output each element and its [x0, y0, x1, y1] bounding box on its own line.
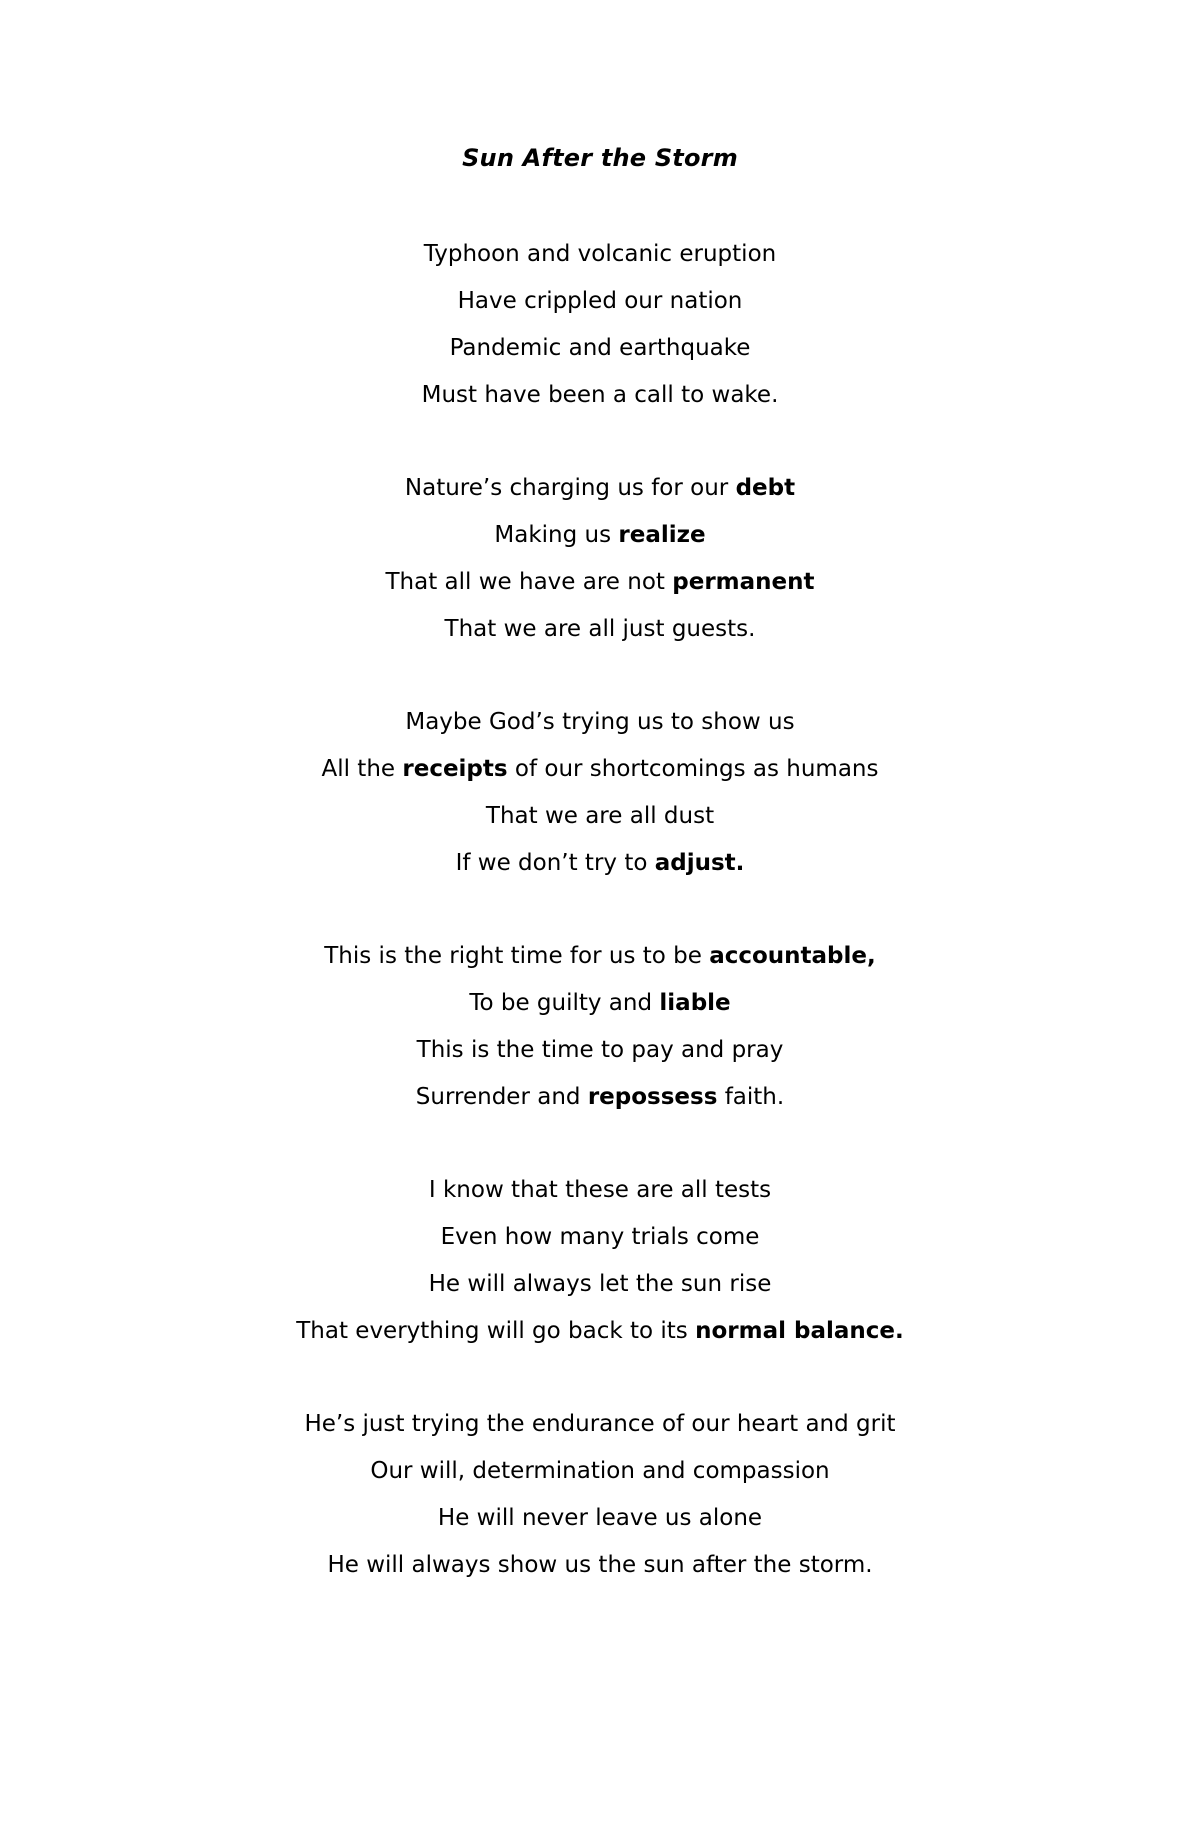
poem-line	[0, 1542, 1200, 1589]
poem-line	[0, 325, 1200, 372]
poem-line	[0, 1401, 1200, 1448]
line-text: That all we have are not	[385, 569, 673, 595]
poem-line	[0, 699, 1200, 746]
emphasized-word: realize	[618, 522, 706, 548]
line-text: Nature’s charging us for our	[404, 475, 736, 501]
poem-body	[0, 231, 1200, 1635]
poem-line	[0, 746, 1200, 793]
line-text: of our shortcomings as humans	[507, 756, 879, 782]
line-text: He’s just trying the endurance of our heart and grit	[304, 1411, 896, 1437]
emphasized-word: receipts	[402, 756, 508, 782]
poem-line	[0, 278, 1200, 325]
emphasized-word: liable	[659, 990, 731, 1016]
line-text: Surrender and	[415, 1084, 588, 1110]
line-text: Have crippled our nation	[457, 288, 743, 314]
poem-line	[0, 1448, 1200, 1495]
emphasized-word: permanent	[672, 569, 815, 595]
line-text: That everything will go back to its	[296, 1318, 696, 1344]
poem-stanza	[0, 1167, 1200, 1355]
poem-line	[0, 840, 1200, 887]
emphasized-word: debt	[735, 475, 796, 501]
line-text: He will always show us the sun after the storm.	[327, 1552, 873, 1578]
line-text: He will always let the sun rise	[428, 1271, 772, 1297]
emphasized-word: accountable,	[709, 943, 876, 969]
poem-title: Sun After the Storm	[462, 144, 738, 172]
poem-line	[0, 933, 1200, 980]
emphasized-word: repossess	[587, 1084, 718, 1110]
line-text: Our will, determination and compassion	[370, 1458, 830, 1484]
poem-line	[0, 559, 1200, 606]
line-text: That we are all dust	[485, 803, 715, 829]
poem-stanza	[0, 465, 1200, 653]
poem-stanza	[0, 933, 1200, 1121]
line-text: Even how many trials come	[440, 1224, 760, 1250]
line-text: Making us	[494, 522, 619, 548]
poem-line	[0, 1214, 1200, 1261]
line-text: I know that these are all tests	[428, 1177, 772, 1203]
line-text: That we are all just guests.	[444, 616, 756, 642]
poem-line	[0, 512, 1200, 559]
line-text: All the	[321, 756, 403, 782]
line-text: To be guilty and	[469, 990, 660, 1016]
poem-line	[0, 606, 1200, 653]
line-text: If we don’t try to	[455, 850, 655, 876]
line-text: Typhoon and volcanic eruption	[423, 241, 777, 267]
line-text: Maybe God’s trying us to show us	[405, 709, 795, 735]
poem-stanza	[0, 231, 1200, 419]
poem-line	[0, 1308, 1200, 1355]
poem-line	[0, 1167, 1200, 1214]
poem-stanza	[0, 699, 1200, 887]
poem-line	[0, 465, 1200, 512]
poem-line	[0, 980, 1200, 1027]
line-text: Pandemic and earthquake	[449, 335, 751, 361]
line-text: This is the time to pay and pray	[416, 1037, 784, 1063]
line-text: This is the right time for us to be	[324, 943, 710, 969]
poem-line	[0, 1261, 1200, 1308]
poem-line	[0, 1074, 1200, 1121]
poem-line	[0, 1495, 1200, 1542]
line-text: He will never leave us alone	[437, 1505, 763, 1531]
line-text: Must have been a call to wake.	[421, 382, 779, 408]
poem-line	[0, 793, 1200, 840]
emphasized-word: adjust.	[654, 850, 745, 876]
line-text: faith.	[717, 1084, 785, 1110]
poem-line	[0, 1027, 1200, 1074]
poem-line	[0, 231, 1200, 278]
poem-line	[0, 372, 1200, 419]
emphasized-word: normal balance.	[695, 1318, 904, 1344]
poem-stanza	[0, 1401, 1200, 1589]
